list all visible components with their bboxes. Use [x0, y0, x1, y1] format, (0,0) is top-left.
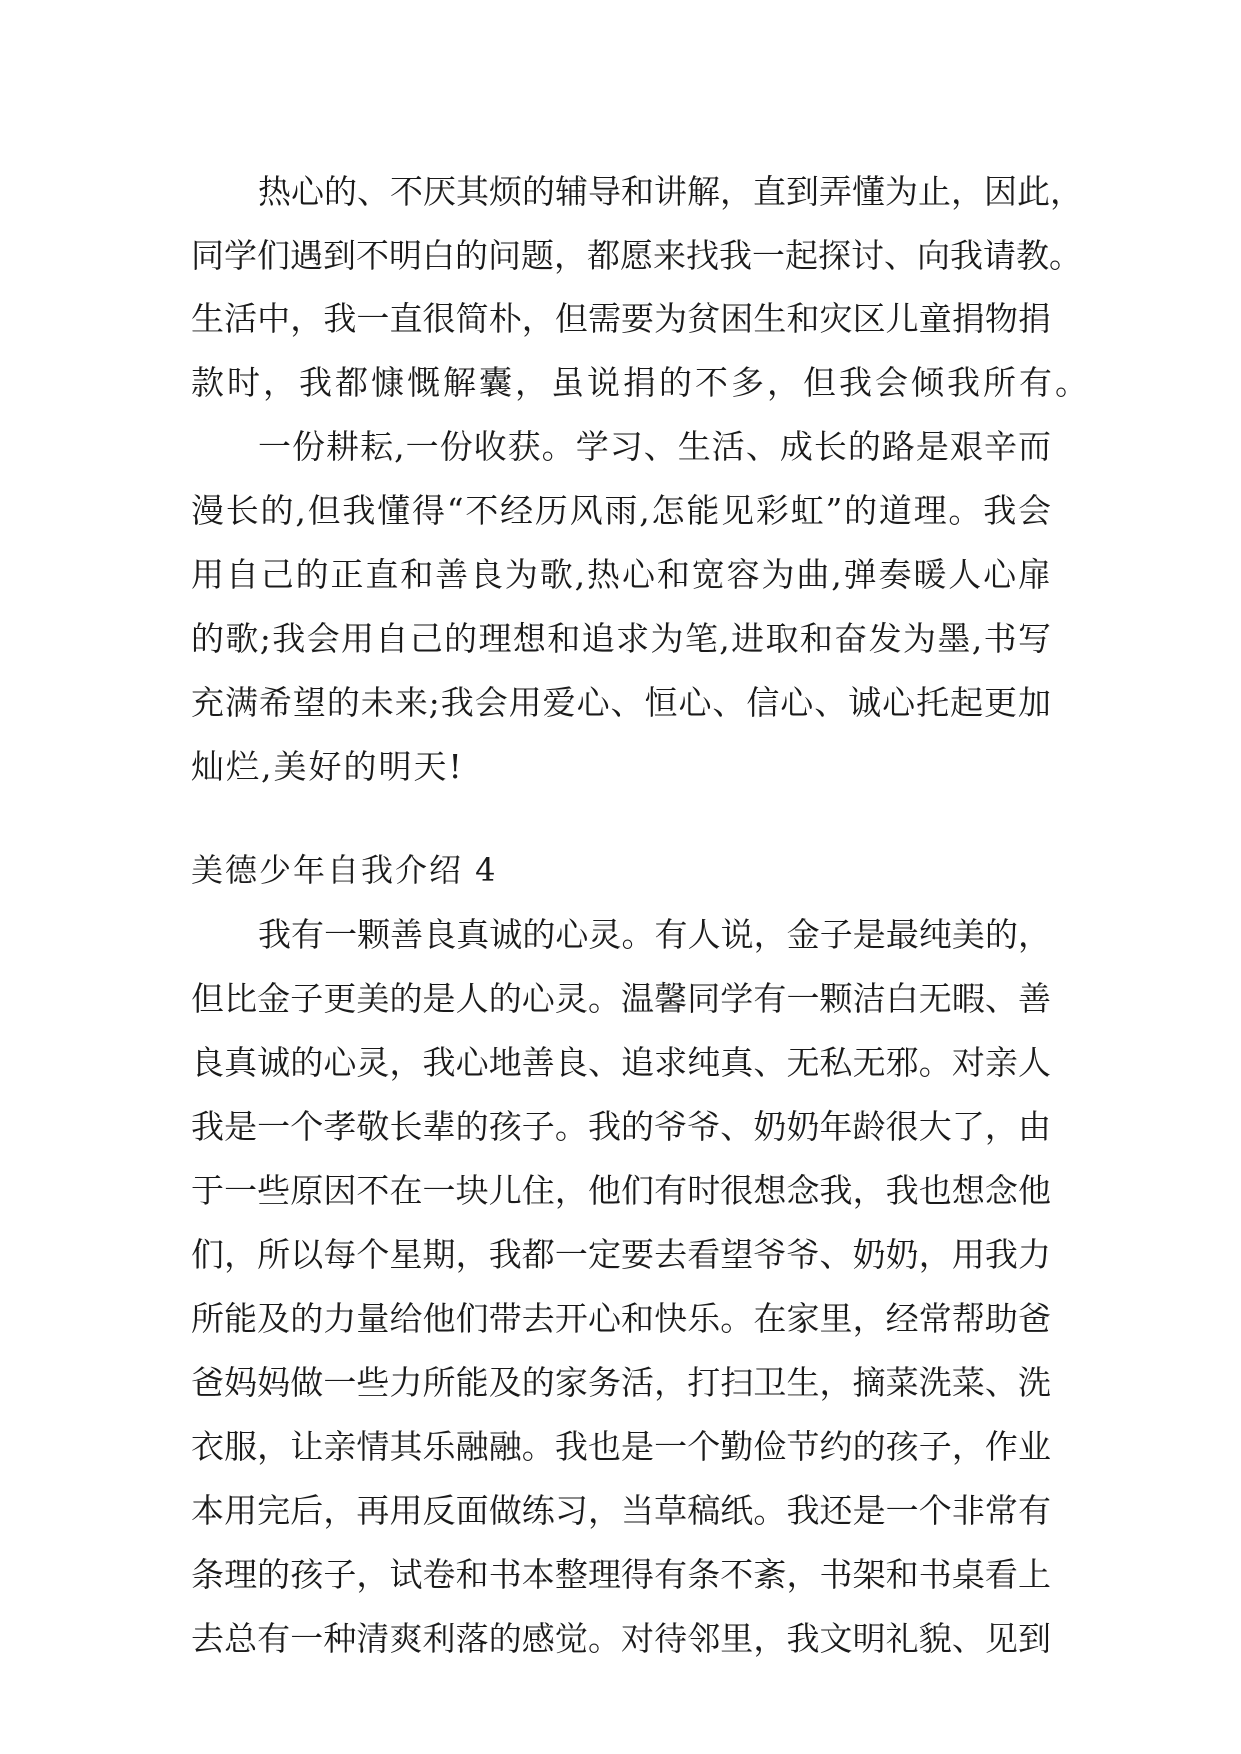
paragraph-3-line-3: 良真诚的心灵，我心地善良、追求纯真、无私无邪。对亲人: [191, 1043, 1051, 1082]
paragraph-3-line-2: 但比金子更美的是人的心灵。温馨同学有一颗洁白无暇、善: [191, 979, 1051, 1018]
paragraph-2-line-6: 灿烂,美好的明天!: [191, 747, 464, 786]
paragraph-2-line-2: 漫长的,但我懂得“不经历风雨,怎能见彩虹”的道理。我会: [191, 491, 1051, 530]
paragraph-3-line-6: 们，所以每个星期，我都一定要去看望爷爷、奶奶，用我力: [191, 1235, 1051, 1274]
paragraph-2-line-1: 一份耕耘,一份收获。学习、生活、成长的路是艰辛而: [258, 427, 1051, 466]
paragraph-3-line-5: 于一些原因不在一块儿住，他们有时很想念我，我也想念他: [191, 1171, 1051, 1210]
paragraph-3-line-1: 我有一颗善良真诚的心灵。有人说，金子是最纯美的，: [258, 915, 1051, 954]
paragraph-3-line-7: 所能及的力量给他们带去开心和快乐。在家里，经常帮助爸: [191, 1299, 1051, 1338]
paragraph-2-line-5: 充满希望的未来;我会用爱心、恒心、信心、诚心托起更加: [191, 683, 1051, 722]
paragraph-1-line-1: 热心的、不厌其烦的辅导和讲解，直到弄懂为止，因此，: [258, 172, 1083, 211]
paragraph-1-line-2: 同学们遇到不明白的问题，都愿来找我一起探讨、向我请教。: [191, 236, 1082, 275]
paragraph-1-line-4: 款时，我都慷慨解囊，虽说捐的不多，但我会倾我所有。: [191, 363, 1091, 402]
paragraph-2-line-3: 用自己的正直和善良为歌,热心和宽容为曲,弹奏暖人心扉: [191, 555, 1051, 594]
paragraph-3-line-9: 衣服，让亲情其乐融融。我也是一个勤俭节约的孩子，作业: [191, 1427, 1051, 1466]
paragraph-3-line-11: 条理的孩子，试卷和书本整理得有条不紊，书架和书桌看上: [191, 1555, 1051, 1594]
paragraph-3-line-12: 去总有一种清爽利落的感觉。对待邻里，我文明礼貌、见到: [191, 1619, 1051, 1658]
paragraph-2-line-4: 的歌;我会用自己的理想和追求为笔,进取和奋发为墨,书写: [191, 619, 1051, 658]
paragraph-3-line-4: 我是一个孝敬长辈的孩子。我的爷爷、奶奶年龄很大了，由: [191, 1107, 1051, 1146]
paragraph-1-line-3: 生活中，我一直很简朴，但需要为贫困生和灾区儿童捐物捐: [191, 299, 1051, 338]
section-heading: 美德少年自我介绍 4: [191, 851, 498, 889]
paragraph-3-line-8: 爸妈妈做一些力所能及的家务活，打扫卫生，摘菜洗菜、洗: [191, 1363, 1051, 1402]
paragraph-3-line-10: 本用完后，再用反面做练习，当草稿纸。我还是一个非常有: [191, 1491, 1051, 1530]
